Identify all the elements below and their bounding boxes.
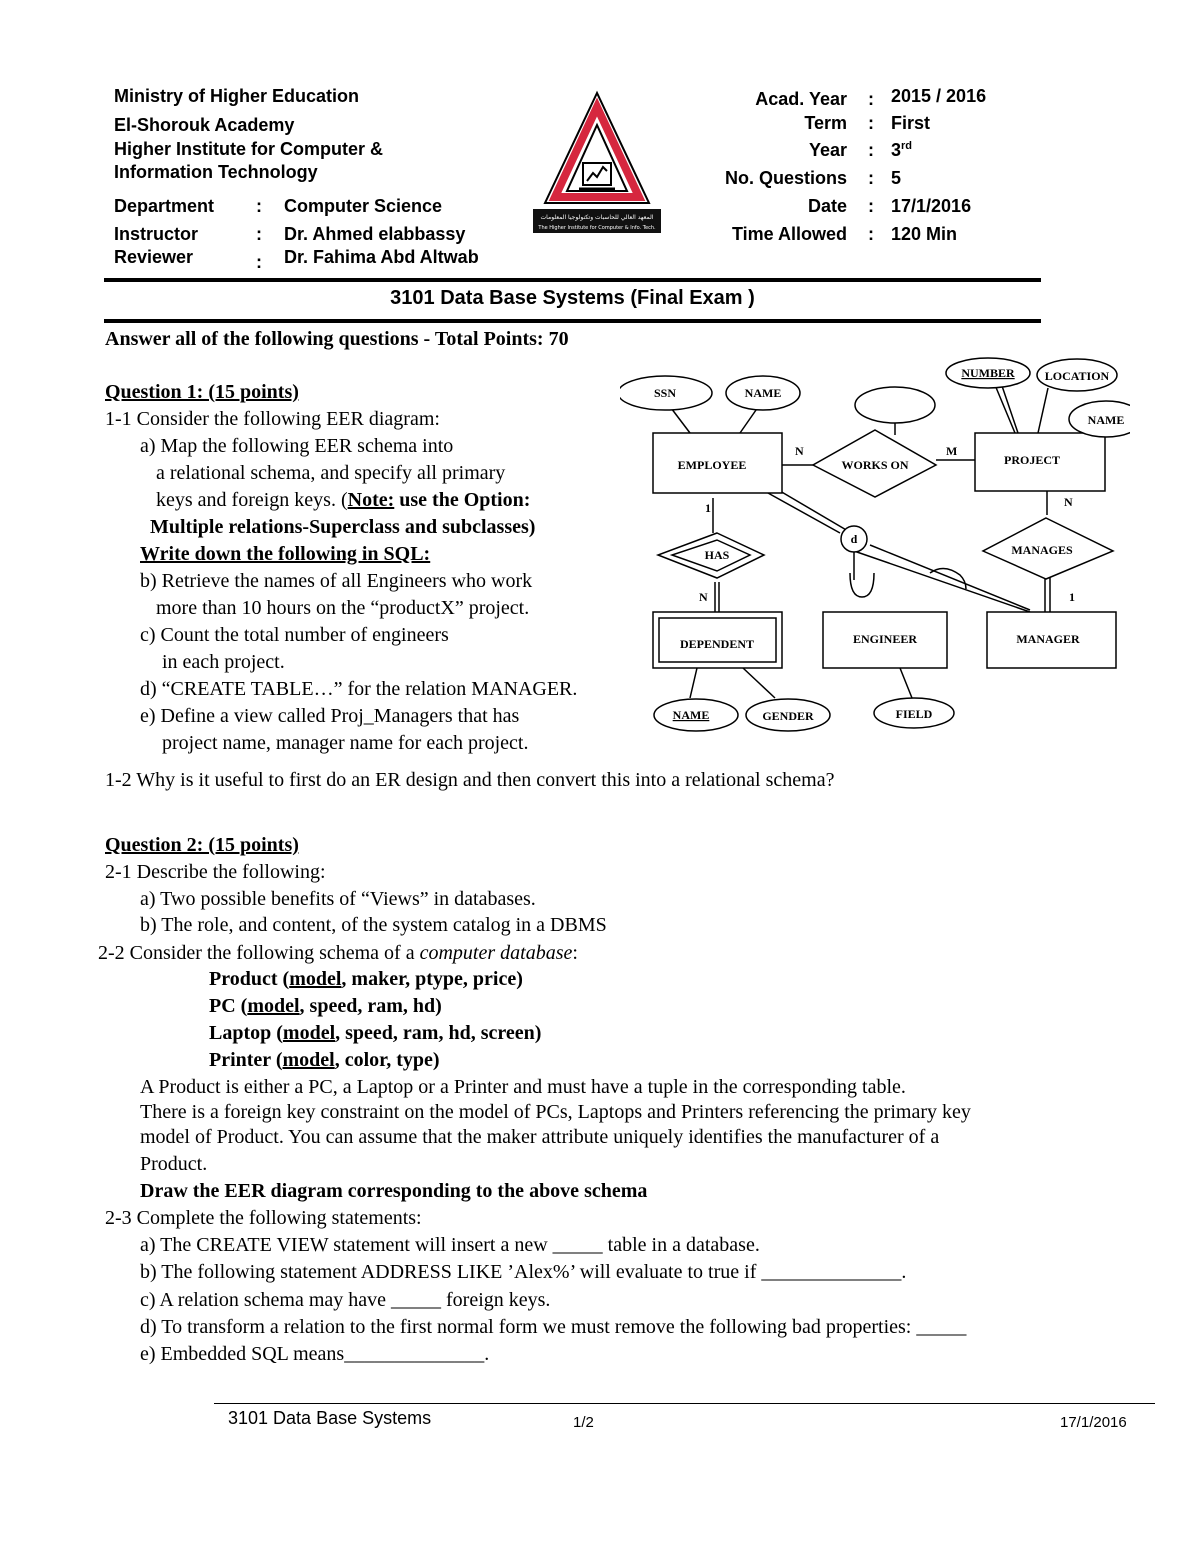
department-value: Computer Science xyxy=(284,196,443,216)
cardinality-n-project-manages: N xyxy=(1064,495,1073,509)
attr-location: LOCATION xyxy=(1044,369,1110,383)
date-value: 17/1/2016 xyxy=(891,196,972,216)
q1-e-line1: e) Define a view called Proj_Managers that has xyxy=(140,705,520,727)
cardinality-n-employee: N xyxy=(795,444,804,458)
acad-year-colon: : xyxy=(868,89,874,109)
attr-ssn: SSN xyxy=(653,386,677,400)
q1-e-line2: project name, manager name for each project. xyxy=(162,732,529,754)
rel-manages: MANAGES xyxy=(1011,543,1073,557)
time-allowed-label: Time Allowed xyxy=(731,224,847,244)
date-colon: : xyxy=(868,196,874,216)
year-value: 3rd xyxy=(891,140,913,160)
q1-d: d) “CREATE TABLE…” for the relation MANAGER. xyxy=(140,678,578,700)
year-label: Year xyxy=(808,140,847,160)
q2-3-d: d) To transform a relation to the first normal form we must remove the following bad properties: _____ xyxy=(140,1316,967,1338)
title-rule-top xyxy=(104,278,1041,282)
acad-year-value: 2015 / 2016 xyxy=(891,86,987,106)
instructions: Answer all of the following questions - Total Points: 70 xyxy=(105,328,569,350)
department-label: Department xyxy=(114,196,215,216)
year-colon: : xyxy=(868,140,874,160)
term-colon: : xyxy=(868,113,874,133)
reviewer-label: Reviewer xyxy=(114,247,194,267)
q1-c-line1: c) Count the total number of engineers xyxy=(140,624,449,646)
time-allowed-value: 120 Min xyxy=(891,224,958,244)
attr-dependent-name: NAME xyxy=(672,708,710,722)
note-label: Note: xyxy=(347,489,395,511)
q1-a-line2: a relational schema, and specify all primary xyxy=(156,462,506,484)
q2-para-line3: model of Product. You can assume that the maker attribute uniquely identifies the manufacturer of a xyxy=(140,1126,940,1148)
q2-3-e: e) Embedded SQL means______________. xyxy=(140,1343,490,1365)
attr-employee-name: NAME xyxy=(744,386,782,400)
footer-date: 17/1/2016 xyxy=(1060,1414,1127,1431)
disjoint-marker: d xyxy=(850,532,858,546)
department-colon: : xyxy=(256,196,262,216)
q1-title: Question 1: (15 points) xyxy=(105,381,299,403)
footer-page: 1/2 xyxy=(573,1414,594,1431)
cardinality-m-project: M xyxy=(946,444,958,458)
institute-logo xyxy=(527,85,667,240)
entity-employee: EMPLOYEE xyxy=(677,458,747,472)
schema-printer: Printer (model, color, type) xyxy=(209,1049,440,1071)
schema-laptop: Laptop (model, speed, ram, hd, screen) xyxy=(209,1022,542,1044)
q2-2: 2-2 Consider the following schema of a computer database: xyxy=(98,942,578,964)
year-suffix: rd xyxy=(901,140,913,152)
institute-line2: Information Technology xyxy=(114,162,318,182)
q2-1: 2-1 Describe the following: xyxy=(105,861,326,883)
entity-dependent: DEPENDENT xyxy=(679,637,755,651)
cardinality-1-manager: 1 xyxy=(1069,590,1075,604)
no-questions-colon: : xyxy=(868,168,874,188)
q2-3-b: b) The following statement ADDRESS LIKE ’Alex%’ will evaluate to true if ______________. xyxy=(140,1261,907,1283)
institute-line1: Higher Institute for Computer & xyxy=(114,139,383,159)
q2-1-b: b) The role, and content, of the system catalog in a DBMS xyxy=(140,914,607,936)
schema-product: Product (model, maker, ptype, price) xyxy=(209,968,523,990)
cardinality-1-employee-has: 1 xyxy=(705,501,711,515)
acad-year-label: Acad. Year xyxy=(755,89,847,109)
q1-a-line3: keys and foreign keys. (Note: use the Option: xyxy=(156,489,531,511)
q2-3: 2-3 Complete the following statements: xyxy=(105,1207,422,1229)
q1-b-line1: b) Retrieve the names of all Engineers who work xyxy=(140,570,533,592)
q1-a-line4: Multiple relations-Superclass and subclasses) xyxy=(150,516,536,538)
q1-b-line2: more than 10 hours on the “productX” project. xyxy=(156,597,530,619)
q2-3-c: c) A relation schema may have _____ foreign keys. xyxy=(140,1289,551,1311)
schema-pc: PC (model, speed, ram, hd) xyxy=(209,995,442,1017)
q2-para-line4: Product. xyxy=(140,1153,208,1175)
q1-c-line2: in each project. xyxy=(162,651,285,673)
term-value: First xyxy=(891,113,931,133)
term-label: Term xyxy=(804,113,847,133)
attr-field: FIELD xyxy=(895,707,933,721)
attr-gender: GENDER xyxy=(762,709,814,723)
ministry: Ministry of Higher Education xyxy=(114,86,360,106)
reviewer-value: Dr. Fahima Abd Altwab xyxy=(284,247,479,267)
exam-title: 3101 Data Base Systems (Final Exam ) xyxy=(390,287,755,309)
attr-project-name: NAME xyxy=(1087,413,1125,427)
instructor-value: Dr. Ahmed elabbassy xyxy=(284,224,466,244)
academy: El-Shorouk Academy xyxy=(114,115,295,135)
entity-manager: MANAGER xyxy=(1016,632,1080,646)
q2-draw: Draw the EER diagram corresponding to the above schema xyxy=(140,1180,648,1202)
instructor-label: Instructor xyxy=(114,224,199,244)
logo-caption-ar: المعهد العالي للحاسبات وتكنولوجيا المعلومات xyxy=(540,214,654,221)
reviewer-colon: : xyxy=(256,252,262,272)
q1-a-line1: a) Map the following EER schema into xyxy=(140,435,454,457)
footer-course: 3101 Data Base Systems xyxy=(228,1408,432,1428)
q1-1: 1-1 Consider the following EER diagram: xyxy=(105,408,440,430)
attr-number: NUMBER xyxy=(961,366,1015,380)
footer-rule xyxy=(214,1403,1155,1404)
entity-project: PROJECT xyxy=(1003,453,1061,467)
time-allowed-colon: : xyxy=(868,224,874,244)
rel-has: HAS xyxy=(704,548,730,562)
date-label: Date xyxy=(807,196,847,216)
eer-diagram xyxy=(620,355,1130,745)
title-rule-bottom xyxy=(104,319,1041,323)
q1-sql-heading: Write down the following in SQL: xyxy=(140,543,431,565)
logo-caption-en: The Higher Institute for Computer & Info. Tech. xyxy=(538,225,656,231)
q2-title: Question 2: (15 points) xyxy=(105,834,299,856)
no-questions-label: No. Questions xyxy=(724,168,847,188)
q2-para-line1: A Product is either a PC, a Laptop or a Printer and must have a tuple in the corresponding table. xyxy=(140,1076,906,1098)
q1-2: 1-2 Why is it useful to first do an ER design and then convert this into a relational schema? xyxy=(105,769,835,791)
instructor-colon: : xyxy=(256,224,262,244)
q2-3-a: a) The CREATE VIEW statement will insert a new _____ table in a database. xyxy=(140,1234,760,1256)
no-questions-value: 5 xyxy=(891,168,902,188)
cardinality-n-dependent: N xyxy=(699,590,708,604)
q2-para-line2: There is a foreign key constraint on the model of PCs, Laptops and Printers referencing the primary key xyxy=(140,1101,971,1123)
q2-1-a: a) Two possible benefits of “Views” in databases. xyxy=(140,888,536,910)
rel-works-on: WORKS ON xyxy=(841,458,909,472)
entity-engineer: ENGINEER xyxy=(852,632,918,646)
